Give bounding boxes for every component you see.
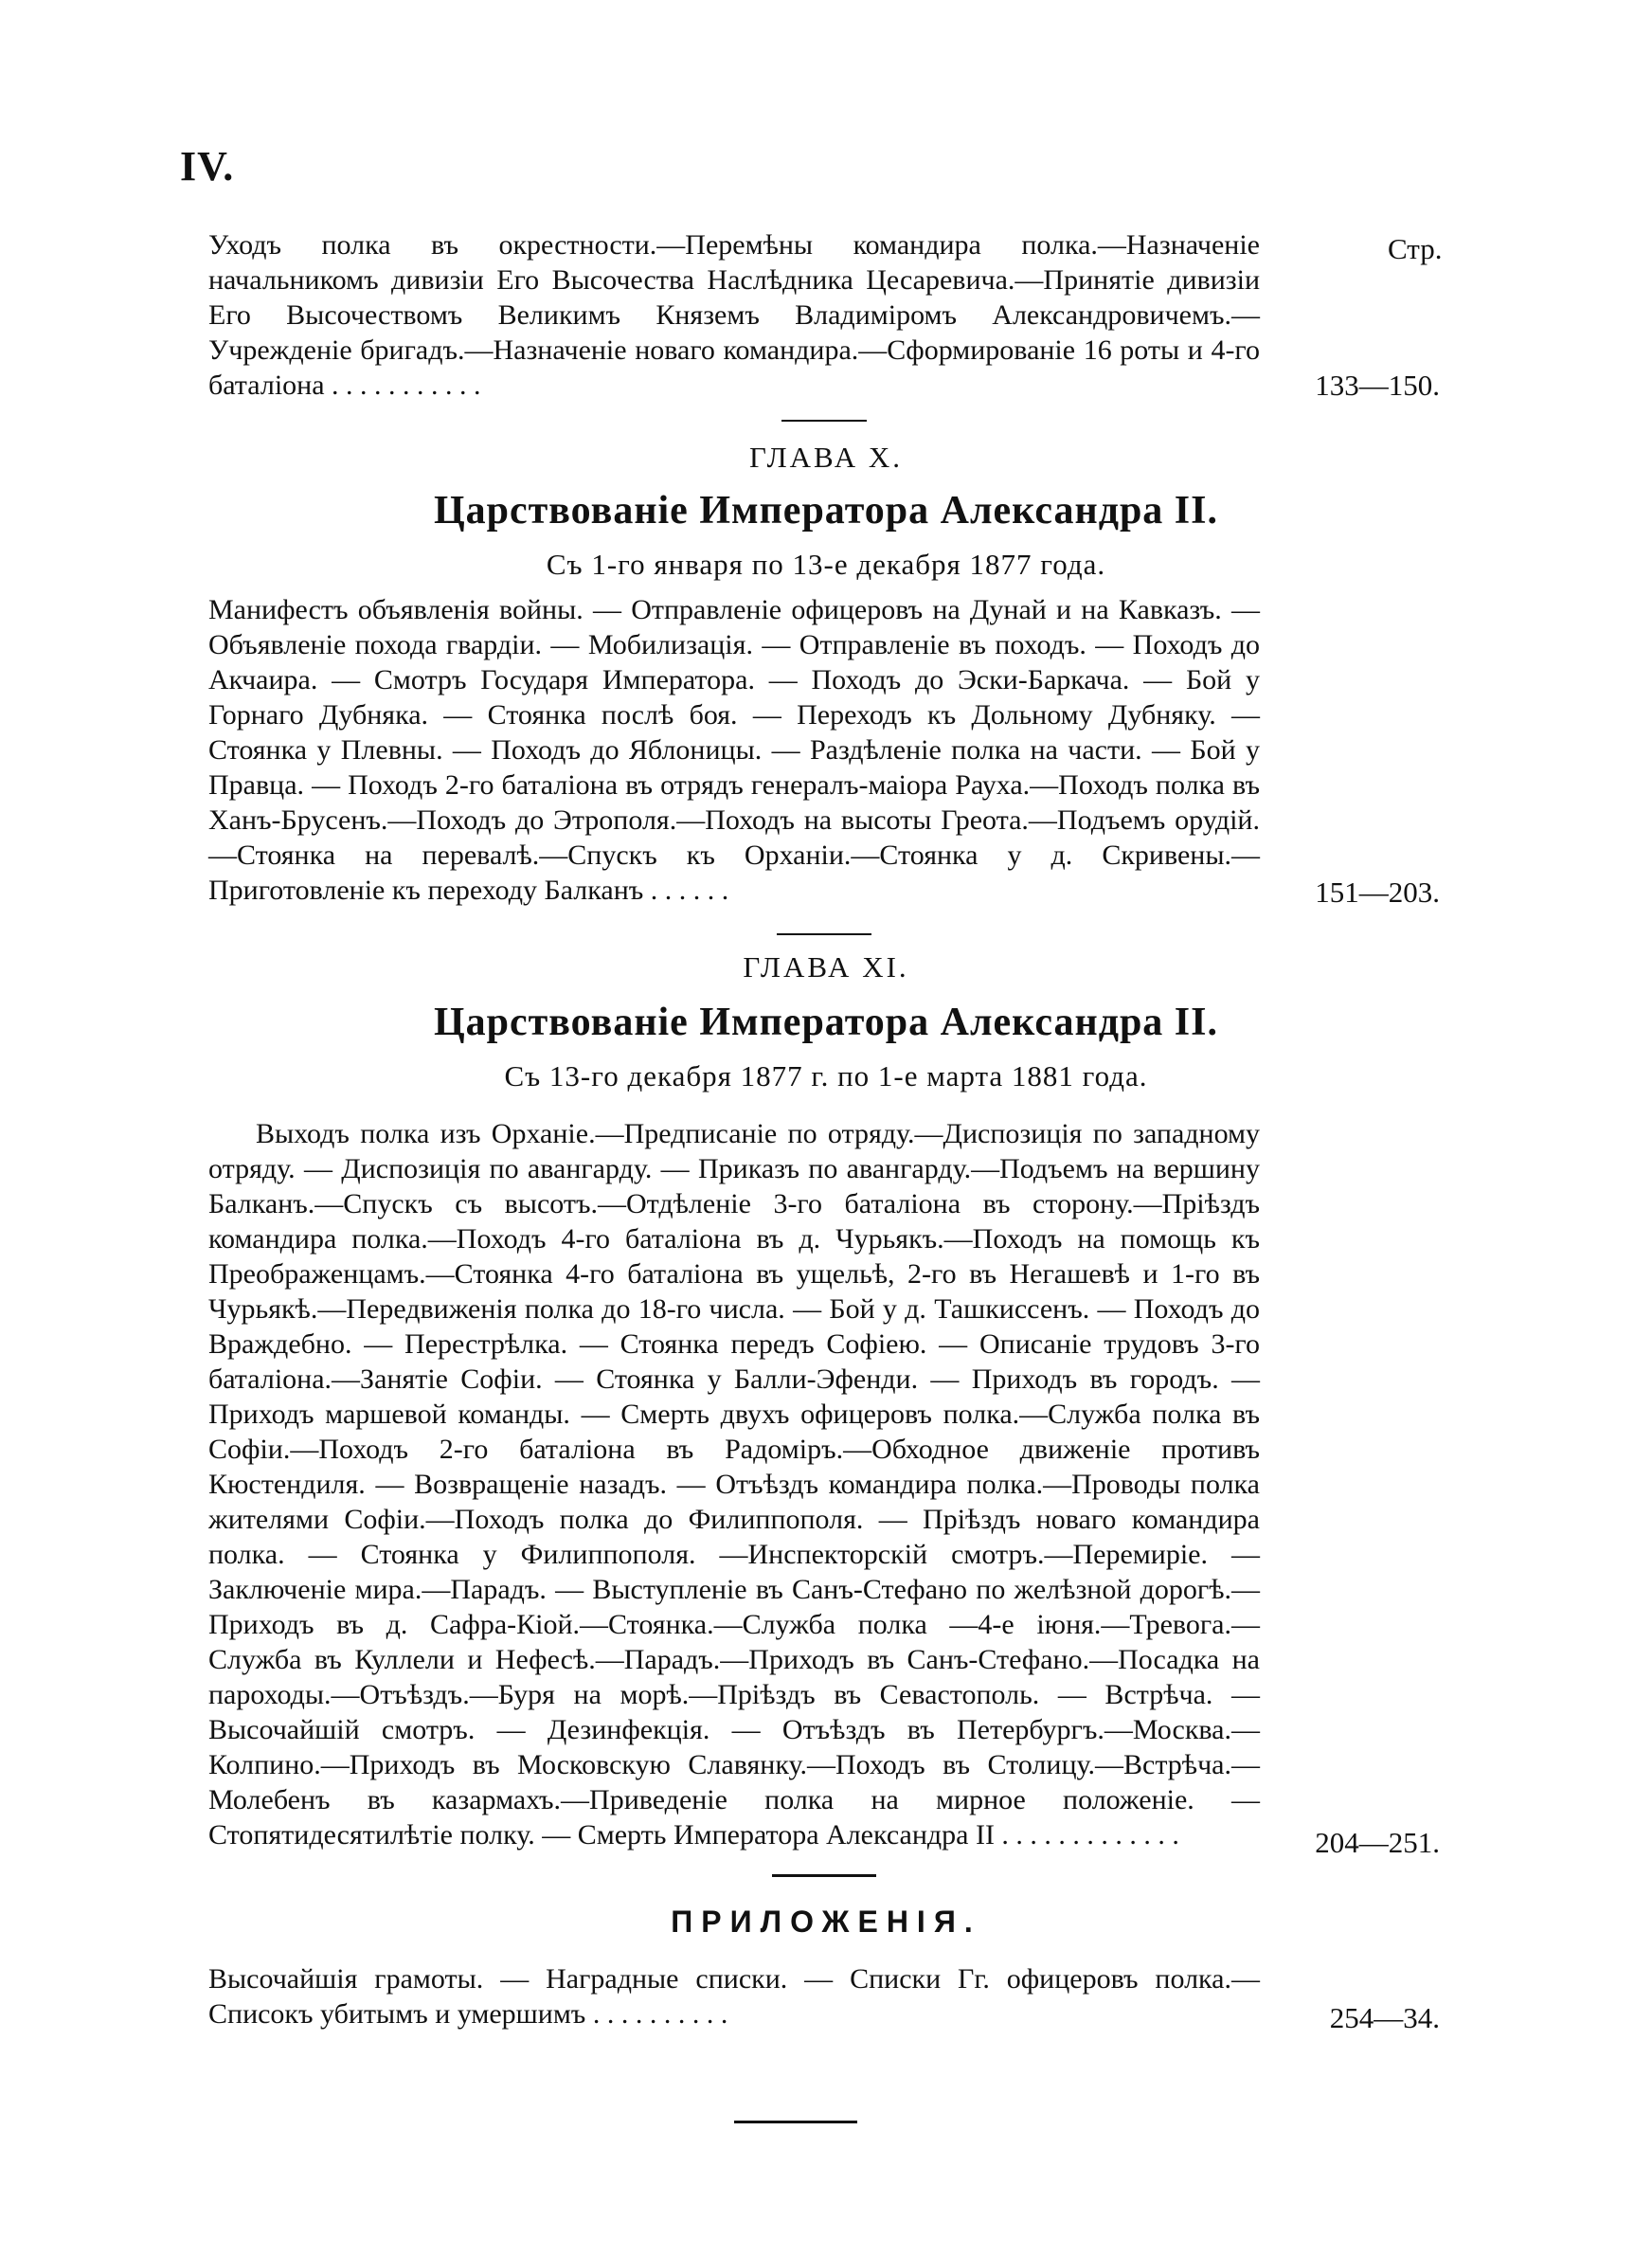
appendix-heading: ПРИЛОЖЕНІЯ. bbox=[671, 1905, 981, 1939]
chapter-heading: ГЛАВА XI. bbox=[743, 950, 909, 984]
entry-pages: 254—34. bbox=[1329, 2001, 1440, 2034]
page-number: IV. bbox=[180, 143, 235, 190]
entry-pages: 151—203. bbox=[1315, 876, 1440, 909]
entry-pages: 204—251. bbox=[1315, 1826, 1440, 1859]
date-range: Съ 1-го января по 13-е декабря 1877 года. bbox=[546, 548, 1106, 581]
entry-pages: 133—150. bbox=[1315, 369, 1440, 402]
entry-text: Уходъ полка въ окрестности.—Перемѣны командира полка.—Назначеніе начальникомъ дивизіи Его Высочества Наслѣдника Цесаревича.—Принятіе дивизіи Его Высочествомъ Великимъ Княземъ Владиміромъ Александровичемъ.—Учрежденіе бригадъ.—Назначеніе новаго командира.—Сформированіе 16 роты и 4-го баталіона . . . . . . . . . . . bbox=[208, 229, 1260, 401]
entry-text: Высочайшія грамоты. — Наградные списки. — Списки Гг. офицеровъ полка.—Списокъ убитымъ и умершимъ . . . . . . . . . . bbox=[208, 1963, 1260, 2030]
reign-title: Царствованіе Императора Александра II. bbox=[433, 1001, 1218, 1044]
chapter-heading: ГЛАВА X. bbox=[748, 441, 903, 474]
section-divider bbox=[772, 1874, 876, 1877]
section-divider bbox=[781, 420, 867, 422]
toc-entry bbox=[208, 1116, 1440, 1860]
toc-entry bbox=[208, 592, 1440, 910]
end-divider bbox=[734, 2121, 857, 2123]
toc-entry bbox=[208, 227, 1443, 403]
section-divider bbox=[777, 933, 871, 935]
reign-title: Царствованіе Императора Александра II. bbox=[433, 489, 1218, 533]
entry-text: Манифестъ объявленія войны. — Отправленіе офицеровъ на Дунай и на Кавказъ. — Объявленіе похода гвардіи. — Мобилизація. — Отправленіе въ походъ. — Походъ до Акчаира. — Смотръ Государя Императора. — Походъ до Эски-Баркача. — Бой у Горнаго Дубняка. — Стоянка послѣ боя. — Переходъ къ Дольному Дубняку. — Стоянка у Плевны. — Походъ до Яблоницы. — Раздѣленіе полка на части. — Бой у Правца. — Походъ 2-го баталіона въ отрядъ генералъ-маіора Рауха.—Походъ полка въ Ханъ-Брусенъ.—Походъ до Этрополя.—Походъ на высоты Греота.—Подъемъ орудій.—Стоянка на перевалѣ.—Спускъ къ Орханіи.—Стоянка у д. Скривены.—Приготовленіе къ переходу Балканъ . . . . . . bbox=[208, 594, 1260, 906]
date-range: Съ 13-го декабря 1877 г. по 1-е марта 1881 года. bbox=[504, 1059, 1148, 1092]
entry-text: Выходъ полка изъ Орханіе.—Предписаніе по отряду.—Диспозиція по западному отряду. — Диспозиція по авангарду. — Приказъ по авангарду.—Подъемъ на вершину Балканъ.—Спускъ съ высотъ.—Отдѣленіе 3-го баталіона въ сторону.—Пріѣздъ командира полка.—Походъ 4-го баталіона въ д. Чурьякъ.—Походъ на помощь къ Преображенцамъ.—Стоянка 4-го баталіона въ ущельѣ, 2-го въ Негашевѣ и 1-го въ Чурьякѣ.—Передвиженія полка до 18-го числа. — Бой у д. Ташкиссенъ. — Походъ до Враждебно. — Перестрѣлка. — Стоянка передъ Софіею. — Описаніе трудовъ 3-го баталіона.—Занятіе Софіи. — Стоянка у Балли-Эфенди. — Приходъ въ городъ. — Приходъ маршевой команды. — Смерть двухъ офицеровъ полка.—Служба полка въ Софіи.—Походъ 2-го баталіона въ Радоміръ.—Обходное движеніе противъ Кюстендиля. — Возвращеніе назадъ. — Отъѣздъ командира полка.—Проводы полка жителями Софіи.—Походъ полка до Филиппополя. — Пріѣздъ новаго командира полка. — Стоянка у Филиппополя. —Инспекторскій смотръ.—Перемиріе. — Заключеніе мира.—Парадъ. — Выступленіе въ Санъ-Стефано по желѣзной дорогѣ.—Приходъ въ д. Сафра-Кіой.—Стоянка.—Служба полка —4-е іюня.—Тревога.—Служба въ Куллели и Нефесѣ.—Парадъ.—Приходъ въ Санъ-Стефано.—Посадка на пароходы.—Отъѣздъ.—Буря на морѣ.—Пріѣздъ въ Севастополь. — Встрѣча. — Высочайшій смотръ. — Дезинфекція. — Отъѣздъ въ Петербургъ.—Москва.—Колпино.—Приходъ въ Московскую Славянку.—Походъ въ Столицу.—Встрѣча.—Молебенъ въ казармахъ.—Приведеніе полка на мирное положеніе. — Стопятидесятилѣтіе полку. — Смерть Императора Александра II . . . . . . . . . . . . . bbox=[208, 1118, 1260, 1851]
page-column-label: Стр. bbox=[1388, 232, 1443, 265]
toc-entry bbox=[208, 1961, 1440, 2035]
